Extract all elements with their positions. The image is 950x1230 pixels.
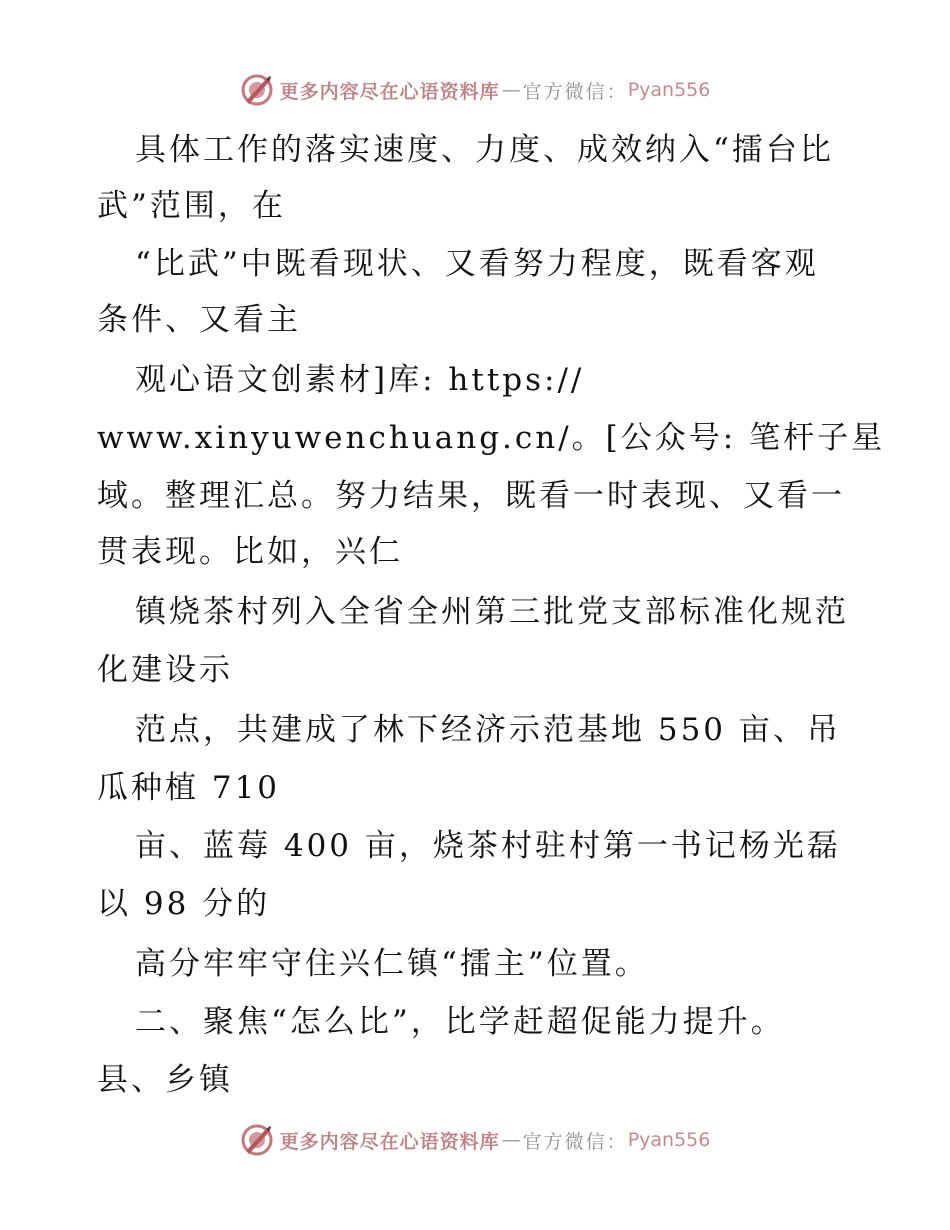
watermark-wechat-id: Pyan556 [627, 1129, 711, 1151]
body-line: 二、聚焦“怎么比”，比学赶超促能力提升。 [135, 1004, 785, 1040]
body-line: 观心语文创素材]库: https:// [135, 362, 585, 398]
body-line: 具体工作的落实速度、力度、成效纳入“擂台比 [135, 132, 834, 168]
pen-logo-icon [240, 73, 274, 107]
body-line: 镇烧茶村列入全省全州第三批党支部标准化规范 [135, 594, 849, 630]
body-line: 范点，共建成了林下经济示范基地 550 亩、吊 [135, 712, 841, 748]
body-line: 条件、又看主 [97, 302, 301, 338]
body-line: 亩、蓝莓 400 亩，烧茶村驻村第一书记杨光磊 [135, 828, 841, 864]
pen-logo-icon [240, 1123, 274, 1157]
body-line: 高分牢牢守住兴仁镇“擂主”位置。 [135, 946, 649, 982]
body-line: 以 98 分的 [97, 886, 271, 922]
watermark-site-text: 更多内容尽在心语资料库 [279, 80, 500, 103]
header-watermark [0, 70, 950, 110]
body-line: 化建设示 [97, 652, 233, 688]
body-line: www.xinyuwenchuang.cn/。[公众号: 笔杆子星 [97, 420, 886, 456]
watermark-wechat-id: Pyan556 [627, 79, 711, 101]
footer-watermark [0, 1120, 950, 1160]
watermark-dash: — [501, 1129, 521, 1151]
watermark-wechat-label: 官方微信： [522, 80, 628, 103]
body-line: “比武”中既看现状、又看努力程度，既看客观 [135, 246, 819, 282]
watermark-dash: — [501, 79, 521, 101]
body-line: 瓜种植 710 [97, 770, 281, 806]
body-line: 域。整理汇总。努力结果，既看一时表现、又看一 [97, 478, 845, 514]
body-line: 县、乡镇 [97, 1062, 233, 1098]
body-line: 武”范围，在 [97, 188, 286, 224]
watermark-site-text: 更多内容尽在心语资料库 [279, 1130, 500, 1153]
watermark-wechat-label: 官方微信： [522, 1130, 628, 1153]
body-line: 贯表现。比如，兴仁 [97, 534, 403, 570]
